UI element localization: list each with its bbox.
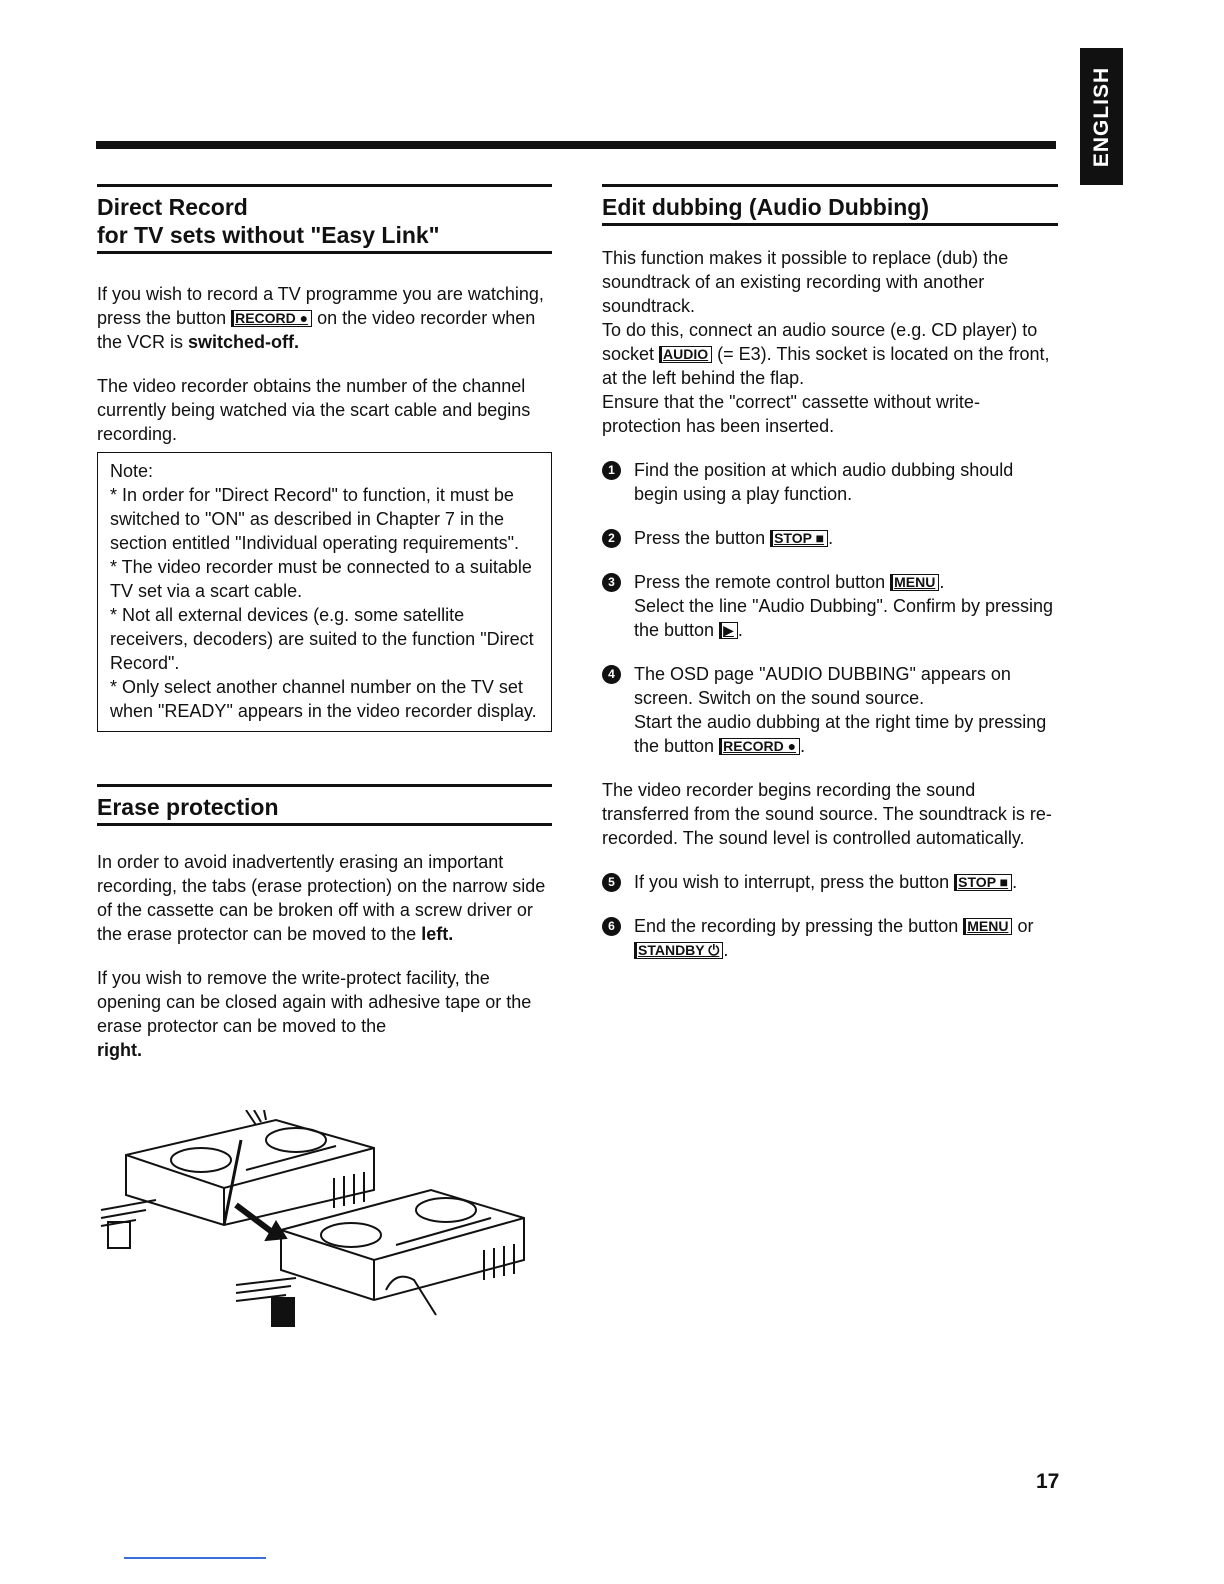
step-number: 1: [602, 461, 621, 480]
menu-key: MENU: [890, 574, 939, 591]
step-2: 2 Press the button STOP ■ .: [602, 526, 1058, 550]
language-tab: [1080, 48, 1123, 185]
audio-key: AUDIO: [659, 346, 712, 363]
step-number: 2: [602, 529, 621, 548]
edit-dubbing-title: Edit dubbing (Audio Dubbing): [602, 194, 930, 220]
note-item: * Only select another channel number on the TV set when "READY" appears in the video recorder display.: [110, 677, 537, 721]
dubbing-result: The video recorder begins recording the sound transferred from the sound source. The soundtrack is re-recorded. The sound level is controlled automatically.: [602, 780, 1052, 848]
record-key: RECORD ●: [719, 738, 800, 755]
step-4: 4 The OSD page "AUDIO DUBBING" appears on screen. Switch on the sound source. Start the audio dubbing at the right time by pressing the button RECORD ● .: [602, 662, 1058, 758]
erase-protection-title: Erase protection: [97, 794, 279, 820]
dubbing-intro: Ensure that the "correct" cassette without write-protection has been inserted.: [602, 392, 980, 436]
note-item: * In order for "Direct Record" to function, it must be switched to "ON" as described in Chapter 7 in the section entitled "Individual operating requirements".: [110, 485, 520, 553]
step-3: 3 Press the remote control button MENU . Select the line "Audio Dubbing". Confirm by pressing the button ▶ .: [602, 570, 1058, 642]
direct-record-paragraph: The video recorder obtains the number of the channel currently being watched via the scart cable and begins recording.: [97, 376, 531, 444]
step-6: 6 End the recording by pressing the button MENU or STANDBY ⏻ .: [602, 914, 1058, 962]
menu-key: MENU: [963, 918, 1012, 935]
stop-key: STOP ■: [770, 530, 828, 547]
step-1: 1 Find the position at which audio dubbing should begin using a play function.: [602, 458, 1058, 506]
step-number: 3: [602, 573, 621, 592]
language-tab-label: ENGLISH: [1089, 66, 1113, 167]
right-column: [602, 184, 1058, 982]
dubbing-intro: To do this, connect an audio source (e.g. CD player) to socket AUDIO (= E3). This socket is located on the front, at the left behind the flap.: [602, 320, 1050, 388]
note-label: Note:: [110, 461, 154, 481]
dubbing-intro: This function makes it possible to replace (dub) the soundtrack of an existing recording with another soundtrack.: [602, 248, 1009, 316]
step-number: 4: [602, 665, 621, 684]
stop-key: STOP ■: [954, 874, 1012, 891]
left-column: [97, 184, 552, 1062]
play-key: ▶: [719, 622, 738, 639]
standby-key: STANDBY ⏻: [634, 942, 723, 959]
note-box: [97, 452, 552, 732]
step-number: 5: [602, 873, 621, 892]
step-5: 5 If you wish to interrupt, press the button STOP ■ .: [602, 870, 1058, 894]
top-rule: [96, 141, 1056, 149]
page-number: 17: [1036, 1470, 1060, 1493]
note-item: * Not all external devices (e.g. some satellite receivers, decoders) are suited to the function "Direct Record".: [110, 605, 534, 673]
note-item: * The video recorder must be connected to a suitable TV set via a scart cable.: [110, 557, 532, 601]
direct-record-paragraph: If you wish to record a TV programme you are watching, press the button RECORD ● on the video recorder when the VCR is switched-off.: [97, 284, 544, 352]
erase-paragraph: If you wish to remove the write-protect facility, the opening can be closed again with adhesive tape or the erase protector can be moved to the right.: [97, 968, 532, 1060]
step-number: 6: [602, 917, 621, 936]
direct-record-title: Direct Record for TV sets without "Easy Link": [97, 194, 440, 248]
erase-paragraph: In order to avoid inadvertently erasing an important recording, the tabs (erase protection) on the narrow side of the cassette can be broken off with a screw driver or the erase protector can be moved to the left.: [97, 852, 546, 944]
footer-line: [124, 1557, 266, 1559]
record-key: RECORD ●: [231, 310, 312, 327]
cassette-illustration: [96, 1110, 536, 1340]
